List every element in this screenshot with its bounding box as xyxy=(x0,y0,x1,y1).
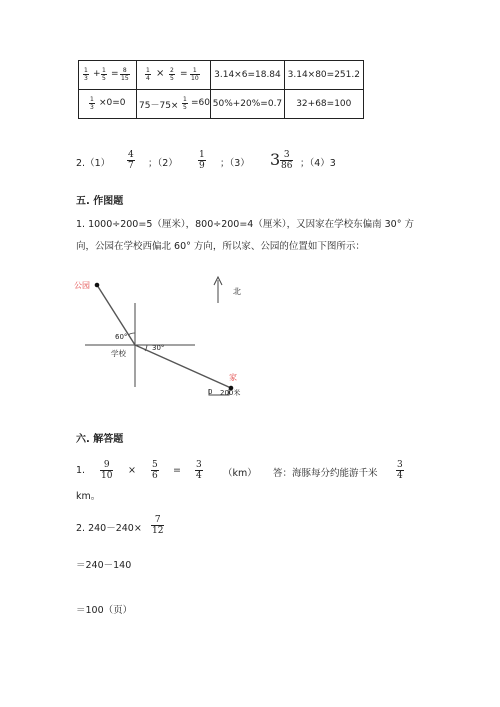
angle-30-label: 30° xyxy=(152,344,165,352)
table-cell: $\frac{1}{3}$ ×0=0 xyxy=(79,90,137,119)
scale-label: 200米 xyxy=(220,389,241,397)
fraction: $\frac{1}{4}$ xyxy=(146,67,150,82)
fraction: $\frac{1}{5}$ xyxy=(102,67,106,82)
home-label: 家 xyxy=(229,373,237,382)
section-heading: 五. 作图题 xyxy=(76,196,124,207)
park-point xyxy=(95,283,100,288)
fraction: $\frac{8}{15}$ xyxy=(121,67,129,82)
fraction: $\frac{9}{10}$ xyxy=(101,460,113,481)
north-label: 北 xyxy=(233,287,241,296)
scale-zero-label: 0 xyxy=(208,388,213,396)
park-label: 公园 xyxy=(74,281,90,290)
fraction: $\frac{3}{86}$ xyxy=(281,150,293,171)
fraction: $\frac{4}{7}$ xyxy=(128,150,134,171)
calc-table xyxy=(78,60,364,119)
paragraph-line: 向，公园在学校西偏北 60° 方向，所以家、公园的位置如下图所示： xyxy=(76,241,365,252)
fraction: $\frac{1}{5}$ xyxy=(183,96,187,111)
table-cell: $\frac{1}{4}$ × $\frac{2}{5}$ = $\frac{1}{10}$ xyxy=(137,61,211,90)
position-diagram xyxy=(70,275,260,405)
angle-60-label: 60° xyxy=(115,333,128,341)
table-cell: 32+68=100 xyxy=(284,90,363,119)
fraction: $\frac{1}{10}$ xyxy=(191,67,199,82)
fraction: $\frac{1}{9}$ xyxy=(199,150,205,171)
table-cell: $\frac{1}{3}$ + $\frac{1}{5}$ = $\frac{8}{15}$ xyxy=(79,61,137,90)
home-direction-line xyxy=(135,345,231,388)
fraction: $\frac{3}{4}$ xyxy=(397,460,403,481)
school-label: 学校 xyxy=(111,349,126,358)
angle-arc-60 xyxy=(128,333,135,335)
section-heading: 六. 解答题 xyxy=(76,434,124,445)
table-cell: 3.14×80=251.2 xyxy=(284,61,363,90)
fraction: $\frac{1}{3}$ xyxy=(90,96,94,111)
fraction: $\frac{2}{5}$ xyxy=(170,67,174,82)
table-cell: 75－75× $\frac{1}{5}$ =60 xyxy=(137,90,211,119)
table-cell: 3.14×6=18.84 xyxy=(211,61,284,90)
paragraph-line: 1. 1000÷200=5（厘米），800÷200=4（厘米），又因家在学校东偏南 30° 方 xyxy=(76,219,414,230)
fraction: $\frac{1}{3}$ xyxy=(84,67,88,82)
fraction: $\frac{5}{6}$ xyxy=(152,460,158,481)
fraction: $\frac{7}{12}$ xyxy=(152,515,164,536)
table-cell: 50%+20%=0.7 xyxy=(211,90,284,119)
fraction: $\frac{3}{4}$ xyxy=(196,460,202,481)
